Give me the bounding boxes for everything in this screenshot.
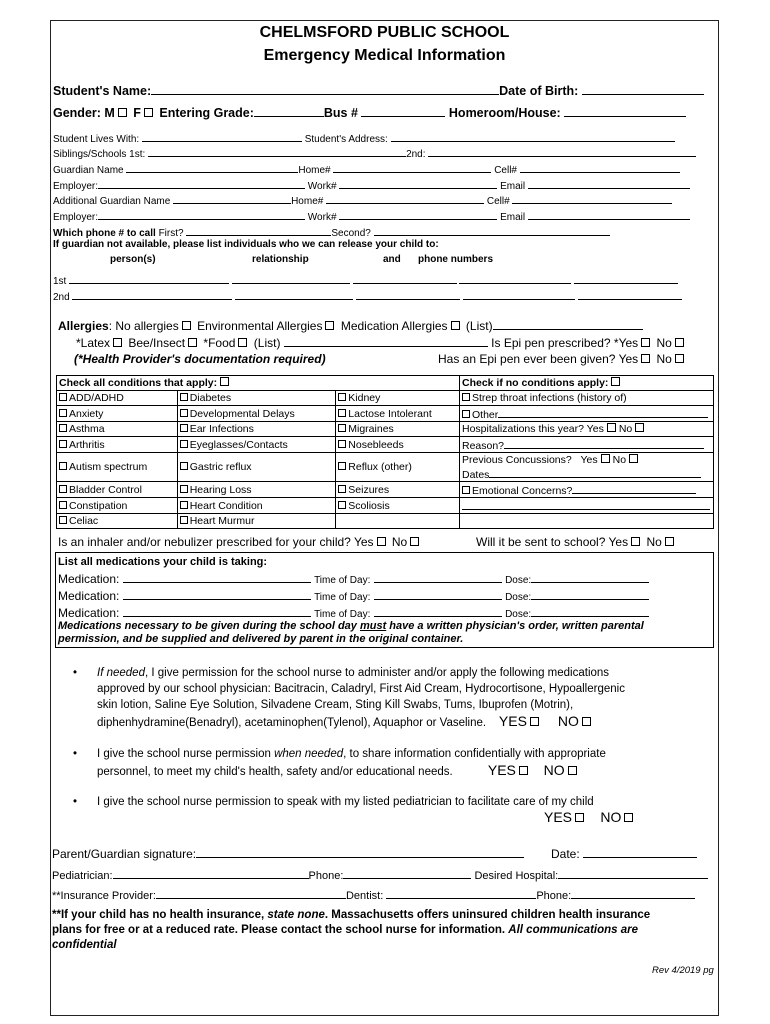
environmental-label: Environmental Allergies bbox=[197, 319, 323, 333]
medication-field[interactable] bbox=[123, 605, 311, 617]
row2-phone3[interactable] bbox=[578, 288, 682, 300]
additional-home-field[interactable] bbox=[326, 192, 484, 204]
medication-note-2: permission, and be supplied and delivered by parent in the original container. bbox=[58, 633, 464, 645]
p2-when: when needed bbox=[274, 748, 344, 760]
sent-no[interactable] bbox=[665, 537, 674, 546]
condition-label: Kidney bbox=[348, 392, 381, 404]
permission-2 bbox=[97, 746, 606, 780]
ins-note-part: . Massachusetts offers uninsured children health insurance bbox=[324, 909, 651, 921]
dentist-field[interactable] bbox=[386, 887, 536, 899]
employer2-row bbox=[53, 208, 690, 223]
p1-if: If needed bbox=[97, 667, 145, 679]
p2-no[interactable] bbox=[568, 766, 577, 775]
row1-phone2[interactable] bbox=[459, 272, 571, 284]
allergies-label: Allergies bbox=[58, 319, 109, 333]
dob-label: Date of Birth: bbox=[499, 84, 579, 98]
condition-label: Bladder Control bbox=[69, 483, 142, 496]
table-row bbox=[57, 498, 714, 514]
condition-label: Diabetes bbox=[189, 392, 232, 404]
reason-label: Reason? bbox=[461, 440, 505, 452]
condition-label: Ear Infections bbox=[189, 423, 254, 435]
hosp-label: Hospitalizations this year? Yes bbox=[461, 423, 604, 435]
ins-note-all: All communications are bbox=[508, 924, 639, 936]
guardian-name-label: Guardian Name bbox=[53, 165, 124, 176]
epi-given-label: Has an Epi pen ever been given? Yes bbox=[438, 352, 639, 366]
no-allergies-label: : No allergies bbox=[108, 319, 179, 333]
food-list-field[interactable] bbox=[284, 335, 488, 347]
dentist-phone-field[interactable] bbox=[571, 887, 695, 899]
food-checkbox[interactable] bbox=[238, 338, 247, 347]
latex-checkbox[interactable] bbox=[113, 338, 122, 347]
sibling2-field[interactable] bbox=[428, 145, 696, 157]
table-row bbox=[57, 422, 714, 437]
condition-checkbox[interactable] bbox=[338, 501, 346, 509]
bus-label: Bus # bbox=[323, 106, 358, 120]
student-name-label: Student's Name: bbox=[53, 84, 152, 98]
conc-yes[interactable] bbox=[601, 454, 610, 463]
medication-label: Medication: bbox=[58, 606, 120, 620]
p2-line2: personnel, to meet my child's health, safety and/or educational needs. bbox=[97, 766, 453, 778]
work-label: Work# bbox=[307, 181, 337, 192]
sent-no-label: No bbox=[646, 535, 662, 549]
hosp-yes[interactable] bbox=[607, 423, 616, 432]
row1-phone1[interactable] bbox=[353, 272, 457, 284]
which-phone-label: Which phone # to call bbox=[53, 228, 156, 239]
condition-checkbox[interactable] bbox=[180, 393, 188, 401]
condition-checkbox[interactable] bbox=[338, 462, 346, 470]
conc-no[interactable] bbox=[629, 454, 638, 463]
dates-label: Dates bbox=[461, 468, 490, 481]
p3-yes-label: YES bbox=[544, 809, 573, 825]
condition-label: Gastric reflux bbox=[189, 461, 252, 473]
hosp-no[interactable] bbox=[635, 423, 644, 432]
table-row bbox=[57, 482, 714, 498]
col-relationship: relationship bbox=[252, 254, 309, 265]
gender-label: Gender: M bbox=[53, 106, 115, 120]
medication-field[interactable] bbox=[123, 571, 311, 583]
col-and: and bbox=[383, 254, 401, 265]
dose-field[interactable] bbox=[531, 571, 649, 583]
condition-label: Eyeglasses/Contacts bbox=[189, 438, 288, 451]
check-none-label: Check if no conditions apply: bbox=[461, 377, 609, 389]
row2-relationship[interactable] bbox=[235, 288, 353, 300]
p1-line1: , I give permission for the school nurse to administer and/or apply the following medications bbox=[144, 667, 610, 679]
emotional-field[interactable] bbox=[572, 482, 696, 494]
dose-label: Dose: bbox=[505, 575, 532, 586]
environmental-checkbox[interactable] bbox=[325, 321, 334, 330]
second-phone-field[interactable] bbox=[374, 224, 610, 236]
condition-checkbox[interactable] bbox=[180, 424, 188, 432]
bee-checkbox[interactable] bbox=[188, 338, 197, 347]
homeroom-field[interactable] bbox=[564, 105, 686, 117]
additional-guardian-label: Additional Guardian Name bbox=[53, 196, 171, 207]
time-field[interactable] bbox=[374, 605, 502, 617]
hospital-field[interactable] bbox=[558, 867, 708, 879]
ins-note-part: plans for free or at a reduced rate. Please contact the school nurse for information. bbox=[52, 924, 509, 936]
row2-phone2[interactable] bbox=[463, 288, 575, 300]
ins-note-part: **If your child has no health insurance, bbox=[52, 909, 268, 921]
col-persons: person(s) bbox=[110, 254, 156, 265]
conc-yes-label: Yes bbox=[580, 453, 598, 466]
condition-label: Anxiety bbox=[69, 407, 104, 420]
insurance-row bbox=[52, 887, 695, 902]
lives-with-row bbox=[53, 130, 675, 145]
address-field[interactable] bbox=[391, 130, 675, 142]
bus-field[interactable] bbox=[361, 105, 445, 117]
additional-guardian-field[interactable] bbox=[173, 192, 291, 204]
sent-label: Will it be sent to school? Yes bbox=[476, 535, 629, 549]
condition-label: Hearing Loss bbox=[189, 483, 252, 496]
condition-checkbox[interactable] bbox=[59, 393, 67, 401]
epi-prescribed-no[interactable] bbox=[675, 338, 684, 347]
row1-person[interactable] bbox=[69, 272, 229, 284]
employer-label: Employer: bbox=[53, 181, 99, 192]
table-row bbox=[57, 437, 714, 453]
time-field[interactable] bbox=[374, 571, 502, 583]
gender-f-checkbox[interactable] bbox=[144, 108, 153, 117]
emotional-label: Emotional Concerns? bbox=[471, 485, 573, 497]
permission-3: I give the school nurse permission to speak with my listed pediatrician to facilitate care of my child bbox=[97, 796, 594, 808]
condition-label: Developmental Delays bbox=[189, 407, 295, 420]
guardian-cell-label: Cell# bbox=[494, 165, 517, 176]
insurance-field[interactable] bbox=[156, 887, 346, 899]
condition-checkbox[interactable] bbox=[59, 409, 67, 417]
work-field[interactable] bbox=[339, 177, 497, 189]
hospital-label: Desired Hospital: bbox=[474, 870, 559, 882]
gender-row bbox=[53, 105, 686, 120]
condition-label: Celiac bbox=[69, 515, 99, 527]
which-phone-row bbox=[53, 224, 610, 239]
dates-field[interactable] bbox=[489, 466, 701, 478]
employer2-field[interactable] bbox=[98, 208, 305, 220]
siblings-label: Siblings/Schools 1st: bbox=[53, 149, 146, 160]
first-phone-label: First? bbox=[158, 228, 184, 239]
bullet-2: • bbox=[73, 748, 78, 760]
epi-prescribed-yes[interactable] bbox=[641, 338, 650, 347]
homeroom-label: Homeroom/House: bbox=[448, 106, 561, 120]
condition-label: Heart Murmur bbox=[189, 515, 255, 527]
condition-checkbox[interactable] bbox=[180, 516, 188, 524]
allergies-row-2 bbox=[76, 335, 687, 350]
condition-label: Constipation bbox=[69, 499, 128, 512]
ins-note-conf: confidential bbox=[52, 939, 117, 951]
guardian-cell-field[interactable] bbox=[520, 161, 680, 173]
latex-label: *Latex bbox=[76, 336, 111, 350]
condition-checkbox[interactable] bbox=[59, 440, 67, 448]
time-label: Time of Day: bbox=[314, 575, 371, 586]
dose-field[interactable] bbox=[531, 605, 649, 617]
inhaler-no[interactable] bbox=[410, 537, 419, 546]
guardian-name-field[interactable] bbox=[126, 161, 298, 173]
employer2-label: Employer: bbox=[53, 212, 99, 223]
epi-prescribed-no-label: No bbox=[656, 336, 672, 350]
inhaler-label: Is an inhaler and/or nebulizer prescribed for your child? Yes bbox=[58, 535, 374, 549]
condition-checkbox[interactable] bbox=[338, 409, 346, 417]
work2-field[interactable] bbox=[339, 208, 497, 220]
sibling1-field[interactable] bbox=[148, 145, 406, 157]
p1-no-label: NO bbox=[557, 713, 579, 729]
medication-row bbox=[58, 588, 649, 603]
signature-label: Parent/Guardian signature: bbox=[52, 847, 197, 861]
provider-note: (*Health Provider's documentation required) bbox=[74, 352, 326, 366]
additional-cell-label: Cell# bbox=[486, 196, 510, 207]
inhaler-yes[interactable] bbox=[377, 537, 386, 546]
conc-no-label: No bbox=[612, 453, 627, 466]
lives-with-label: Student Lives With: bbox=[53, 134, 140, 145]
student-name-field[interactable] bbox=[151, 83, 499, 95]
email2-label: Email bbox=[500, 212, 526, 223]
check-none-checkbox[interactable] bbox=[611, 377, 620, 386]
sent-row bbox=[476, 535, 677, 549]
allergy-list-field[interactable] bbox=[493, 318, 643, 330]
ped-phone-label: Phone: bbox=[308, 870, 344, 882]
no-allergies-checkbox[interactable] bbox=[182, 321, 191, 330]
release-row-2 bbox=[53, 288, 682, 303]
table-row bbox=[57, 453, 714, 482]
condition-label: Reflux (other) bbox=[348, 461, 412, 473]
other-checkbox[interactable] bbox=[462, 410, 470, 418]
email2-field[interactable] bbox=[528, 208, 690, 220]
condition-checkbox[interactable] bbox=[338, 440, 346, 448]
grade-field[interactable] bbox=[254, 105, 324, 117]
employer-field[interactable] bbox=[98, 177, 305, 189]
dentist-phone-label: Phone: bbox=[536, 890, 572, 902]
dose-label: Dose: bbox=[505, 609, 532, 620]
inhaler-no-label: No bbox=[391, 535, 408, 549]
p1-yes-label: YES bbox=[498, 713, 527, 729]
condition-checkbox[interactable] bbox=[180, 462, 188, 470]
strep-checkbox[interactable] bbox=[462, 393, 470, 401]
condition-checkbox[interactable] bbox=[338, 393, 346, 401]
time-field[interactable] bbox=[374, 588, 502, 600]
epi-given-yes[interactable] bbox=[641, 354, 650, 363]
dose-field[interactable] bbox=[531, 588, 649, 600]
allergy-list-label: (List) bbox=[465, 319, 493, 333]
note-part: have a written physician's order, written parental bbox=[386, 620, 644, 632]
condition-checkbox[interactable] bbox=[180, 409, 188, 417]
conditions-table bbox=[56, 375, 714, 529]
p3-no[interactable] bbox=[624, 813, 633, 822]
condition-label: Migraines bbox=[348, 423, 394, 435]
p1-line2: approved by our school physician: Bacitracin, Caladryl, First Aid Cream, Hydrocortisone, Hypoallergenic bbox=[97, 683, 625, 695]
bullet-1: • bbox=[73, 667, 78, 679]
sent-yes[interactable] bbox=[631, 537, 640, 546]
dentist-label: Dentist: bbox=[345, 890, 384, 902]
release-row-1 bbox=[53, 272, 678, 287]
epi-given-no-label: No bbox=[656, 352, 672, 366]
insurance-label: **Insurance Provider: bbox=[52, 890, 156, 902]
condition-checkbox[interactable] bbox=[59, 485, 67, 493]
gender-f-label: F bbox=[133, 106, 141, 120]
epi-prescribed-label: Is Epi pen prescribed? *Yes bbox=[491, 336, 639, 350]
note-part: Medications necessary to be given during the school day bbox=[58, 620, 360, 632]
p1-line4: diphenhydramine(Benadryl), acetaminophen(Tylenol), Aquaphor or Vaseline. bbox=[97, 717, 487, 729]
inhaler-row bbox=[58, 535, 422, 549]
p2-yes[interactable] bbox=[519, 766, 528, 775]
condition-checkbox[interactable] bbox=[59, 501, 67, 509]
medication-label: Medication: bbox=[58, 572, 120, 586]
release-note: If guardian not available, please list individuals who we can release your child to: bbox=[53, 239, 439, 250]
condition-label: Arthritis bbox=[69, 438, 105, 451]
time-label: Time of Day: bbox=[314, 609, 371, 620]
grade-label: Entering Grade: bbox=[159, 106, 254, 120]
signature-row bbox=[52, 846, 524, 861]
additional-guardian-row bbox=[53, 192, 672, 207]
condition-checkbox[interactable] bbox=[59, 424, 67, 432]
strep-label: Strep throat infections (history of) bbox=[471, 392, 627, 404]
dob-field[interactable] bbox=[582, 83, 704, 95]
p2-no-label: NO bbox=[543, 762, 565, 778]
emotional-line-cell bbox=[459, 498, 713, 514]
epi-given-no[interactable] bbox=[675, 354, 684, 363]
first-phone-field[interactable] bbox=[186, 224, 331, 236]
table-row bbox=[57, 391, 714, 406]
condition-checkbox[interactable] bbox=[338, 485, 346, 493]
email-label: Email bbox=[500, 181, 526, 192]
condition-checkbox[interactable] bbox=[338, 424, 346, 432]
guardian-home-label: Home# bbox=[298, 165, 331, 176]
ins-note-state: state none bbox=[267, 909, 325, 921]
guardian-home-field[interactable] bbox=[333, 161, 491, 173]
food-list-label: (List) bbox=[253, 336, 281, 350]
ped-phone-field[interactable] bbox=[343, 867, 471, 879]
table-row bbox=[57, 406, 714, 422]
dose-label: Dose: bbox=[505, 592, 532, 603]
table-row bbox=[57, 514, 714, 529]
food-label: *Food bbox=[203, 336, 236, 350]
bullet-3: • bbox=[73, 796, 78, 808]
email-field[interactable] bbox=[528, 177, 690, 189]
hosp-no-label: No bbox=[618, 423, 633, 435]
row2-label: 2nd bbox=[53, 292, 70, 303]
allergies-row bbox=[58, 318, 643, 333]
medication-allergies-label: Medication Allergies bbox=[340, 319, 448, 333]
bee-label: Bee/Insect bbox=[128, 336, 186, 350]
condition-label: Asthma bbox=[69, 423, 105, 435]
address-label: Student's Address: bbox=[304, 134, 388, 145]
row2-phone1[interactable] bbox=[356, 288, 460, 300]
medication-row bbox=[58, 605, 649, 620]
note-must: must bbox=[359, 620, 387, 632]
pediatrician-row bbox=[52, 867, 708, 882]
student-name-row bbox=[53, 83, 704, 98]
condition-checkbox[interactable] bbox=[180, 485, 188, 493]
pediatrician-field[interactable] bbox=[113, 867, 309, 879]
condition-label: Lactose Intolerant bbox=[348, 407, 432, 420]
row1-relationship[interactable] bbox=[232, 272, 350, 284]
condition-checkbox[interactable] bbox=[180, 440, 188, 448]
revision-label: Rev 4/2019 pg bbox=[652, 965, 714, 976]
date-field[interactable] bbox=[583, 846, 697, 858]
row2-person[interactable] bbox=[72, 288, 232, 300]
condition-label: ADD/ADHD bbox=[69, 392, 124, 404]
p1-no[interactable] bbox=[582, 717, 591, 726]
signature-field[interactable] bbox=[196, 846, 524, 858]
p3-no-label: NO bbox=[600, 809, 622, 825]
emotional-checkbox[interactable] bbox=[462, 486, 470, 494]
siblings-row bbox=[53, 145, 696, 160]
pediatrician-label: Pediatrician: bbox=[52, 870, 113, 882]
form-title: Emergency Medical Information bbox=[263, 47, 506, 64]
medication-label: Medication: bbox=[58, 589, 120, 603]
p2-a: I give the school nurse permission bbox=[97, 748, 275, 760]
other-label: Other bbox=[471, 409, 499, 421]
col-phone: phone numbers bbox=[418, 254, 494, 265]
gender-m-checkbox[interactable] bbox=[118, 108, 127, 117]
p2-b: , to share information confidentially with appropriate bbox=[343, 748, 606, 760]
condition-checkbox[interactable] bbox=[59, 462, 67, 470]
p3-yes[interactable] bbox=[575, 813, 584, 822]
other-field[interactable] bbox=[498, 406, 708, 418]
medication-note bbox=[58, 620, 644, 632]
second-phone-label: Second? bbox=[331, 228, 371, 239]
row1-phone3[interactable] bbox=[574, 272, 678, 284]
medication-allergies-checkbox[interactable] bbox=[451, 321, 460, 330]
reason-field[interactable] bbox=[504, 437, 704, 449]
p1-line3: skin lotion, Saline Eye Solution, Silvadene Cream, Sting Kill Swabs, Tums, Ibuprofen (Motrin), bbox=[97, 699, 574, 711]
guardian-row bbox=[53, 161, 680, 176]
concussions-label: Previous Concussions? bbox=[461, 453, 572, 466]
table-row bbox=[57, 376, 714, 391]
lives-with-field[interactable] bbox=[142, 130, 302, 142]
medications-heading: List all medications your child is taking: bbox=[58, 556, 268, 568]
p2-yes-label: YES bbox=[487, 762, 516, 778]
medication-field[interactable] bbox=[123, 588, 311, 600]
p3-yesno bbox=[544, 809, 636, 827]
check-all-label: Check all conditions that apply: bbox=[59, 377, 218, 389]
condition-label: Seizures bbox=[348, 483, 390, 496]
sibling2-label: 2nd: bbox=[406, 149, 426, 160]
condition-checkbox[interactable] bbox=[180, 501, 188, 509]
medication-row bbox=[58, 571, 649, 586]
row1-label: 1st bbox=[53, 276, 67, 287]
check-all-checkbox[interactable] bbox=[220, 377, 229, 386]
condition-label: Nosebleeds bbox=[348, 438, 404, 451]
work2-label: Work# bbox=[307, 212, 337, 223]
condition-label: Scoliosis bbox=[348, 499, 390, 512]
additional-cell-field[interactable] bbox=[512, 192, 672, 204]
time-label: Time of Day: bbox=[314, 592, 371, 603]
condition-label: Autism spectrum bbox=[69, 461, 148, 473]
date-row bbox=[551, 846, 697, 861]
date-label: Date: bbox=[551, 847, 580, 861]
p1-yes[interactable] bbox=[530, 717, 539, 726]
employer-row bbox=[53, 177, 690, 192]
school-title: CHELMSFORD PUBLIC SCHOOL bbox=[259, 24, 510, 41]
insurance-note bbox=[52, 908, 650, 953]
additional-home-label: Home# bbox=[291, 196, 324, 207]
permission-1 bbox=[97, 665, 625, 731]
epi-given-row bbox=[438, 352, 687, 366]
condition-checkbox[interactable] bbox=[59, 516, 67, 524]
emotional-field-2[interactable] bbox=[462, 498, 710, 510]
condition-label: Heart Condition bbox=[189, 499, 263, 512]
